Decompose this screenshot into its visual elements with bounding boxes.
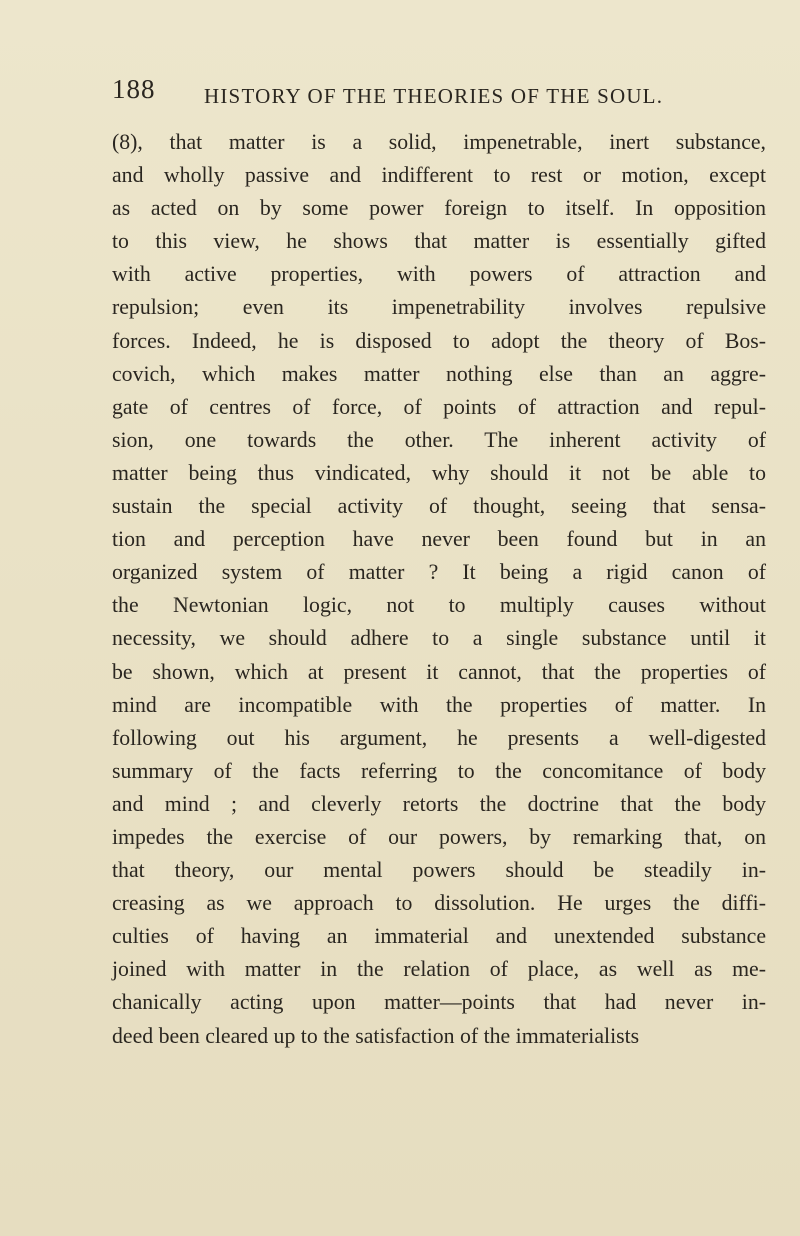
text-line: sustain the special activity of thought, seeing that sensa-	[112, 494, 766, 519]
text-line: (8), that matter is a solid, impenetrable, inert substance,	[112, 130, 766, 154]
text-line: chanically acting upon matter—points that had never in-	[112, 990, 766, 1015]
running-head	[112, 74, 712, 114]
text-line: organized system of matter ? It being a rigid canon of	[112, 560, 766, 585]
text-line: with active properties, with powers of attraction and	[112, 262, 766, 287]
text-line: gate of centres of force, of points of attraction and repul-	[112, 394, 766, 419]
text-line: repulsion; even its impenetrability involves repulsive	[112, 295, 766, 320]
text-line: summary of the facts referring to the concomitance of body	[112, 758, 766, 783]
running-title: HISTORY OF THE THEORIES OF THE SOUL.	[204, 84, 664, 108]
text-line: to this view, he shows that matter is essentially gifted	[112, 229, 766, 254]
text-line: creasing as we approach to dissolution. He urges the diffi-	[112, 891, 766, 916]
text-line: mind are incompatible with the properties of matter. In	[112, 692, 766, 717]
text-line: following out his argument, he presents a well-digested	[112, 725, 766, 750]
text-line: be shown, which at present it cannot, that the properties of	[112, 659, 766, 684]
text-line: covich, which makes matter nothing else than an aggre-	[112, 361, 766, 386]
text-line: as acted on by some power foreign to itself. In opposition	[112, 196, 766, 221]
text-line: forces. Indeed, he is disposed to adopt the theory of Bos-	[112, 328, 766, 353]
text-line: and mind ; and cleverly retorts the doctrine that the body	[112, 791, 766, 816]
text-line: culties of having an immaterial and unextended substance	[112, 924, 766, 949]
text-line: necessity, we should adhere to a single substance until it	[112, 626, 766, 651]
text-line: sion, one towards the other. The inherent activity of	[112, 427, 766, 452]
text-line: and wholly passive and indifferent to rest or motion, except	[112, 163, 766, 188]
text-line: impedes the exercise of our powers, by remarking that, on	[112, 824, 766, 849]
text-line: joined with matter in the relation of place, as well as me-	[112, 957, 766, 982]
page-number: 188	[112, 74, 156, 104]
text-line: deed been cleared up to the satisfaction of the immaterialists	[112, 1023, 640, 1048]
text-line: tion and perception have never been found but in an	[112, 527, 766, 552]
body-text	[112, 126, 766, 1053]
text-line: matter being thus vindicated, why should it not be able to	[112, 460, 766, 485]
text-line: that theory, our mental powers should be steadily in-	[112, 858, 766, 883]
text-line: the Newtonian logic, not to multiply causes without	[112, 593, 766, 618]
